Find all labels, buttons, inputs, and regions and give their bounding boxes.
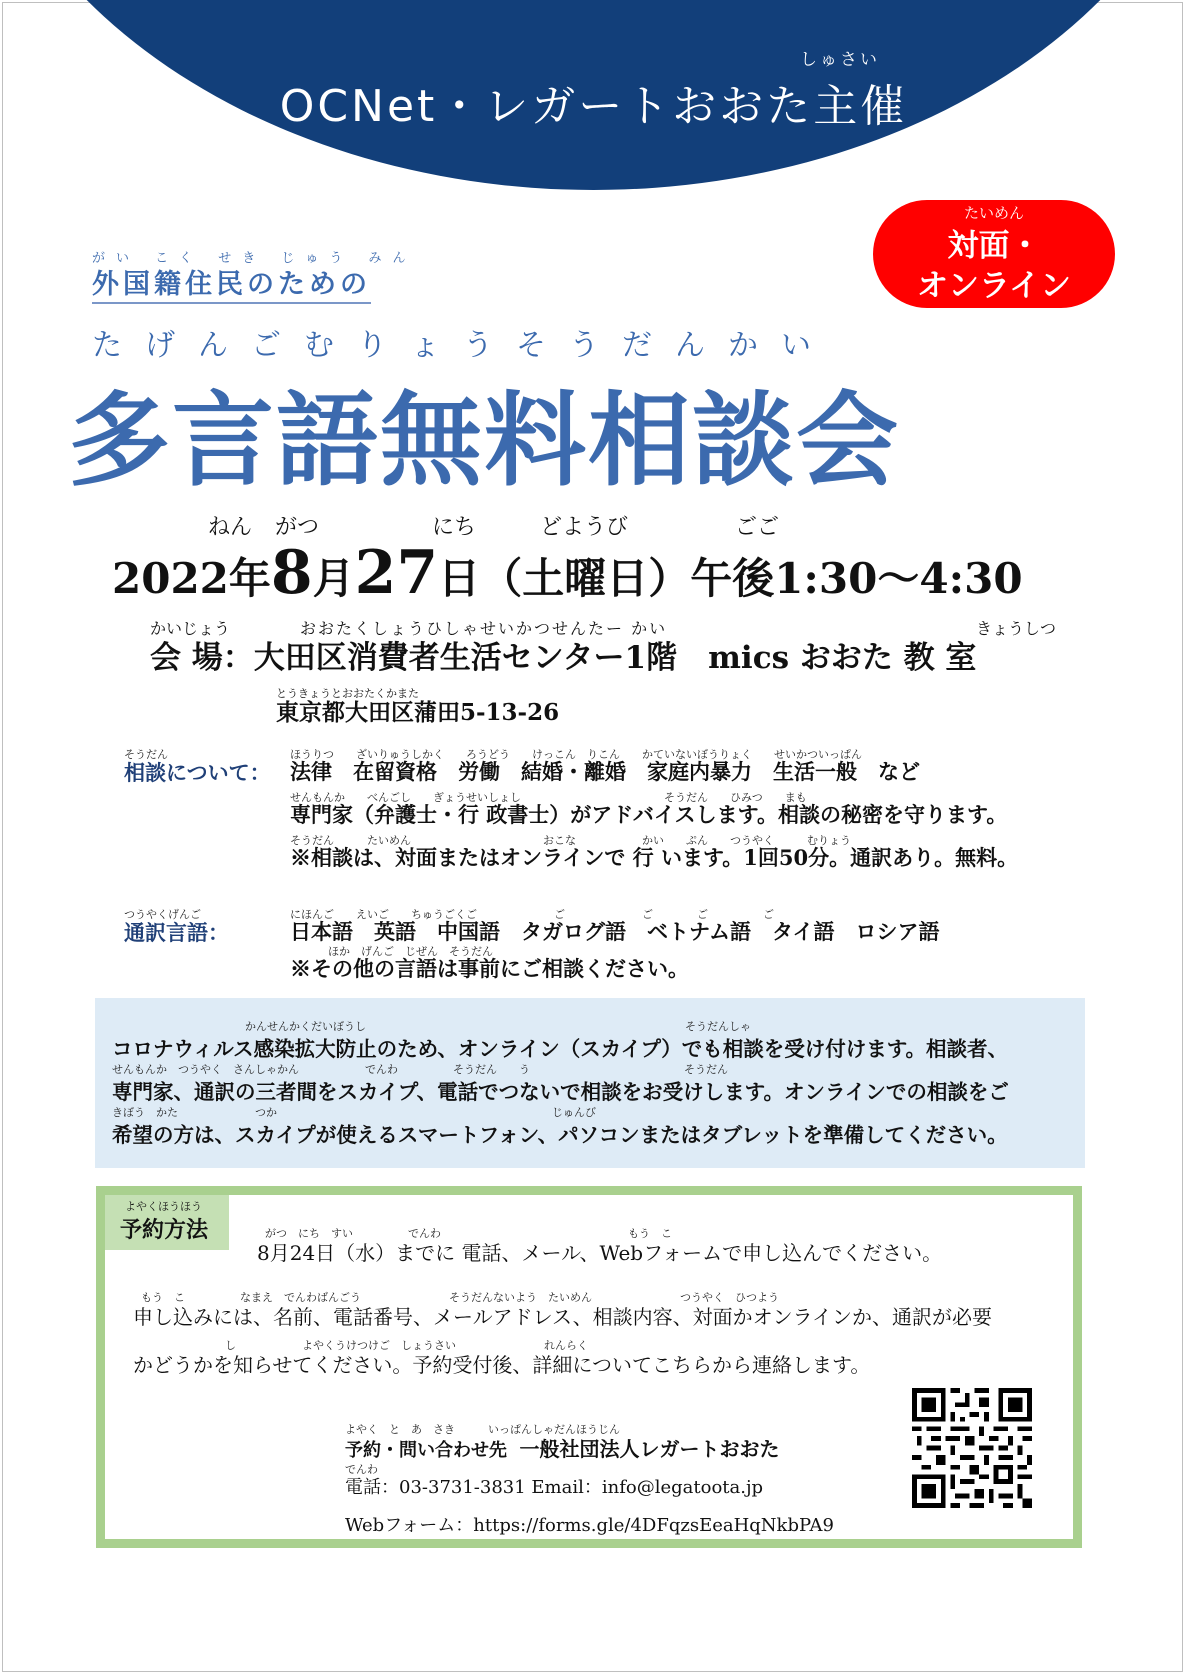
subtitle: 外国籍住民のための	[92, 262, 371, 304]
date-ruby-nen: ねん	[208, 515, 253, 540]
subtitle-ruby: がい こく せき じゅう みん	[92, 251, 417, 266]
date-day: 27	[354, 538, 439, 608]
covid-notice	[95, 998, 1085, 1168]
reserve-line3-ruby: し よやくうけつけご しょうさい れんらく	[225, 1339, 588, 1352]
event-date	[112, 538, 1023, 608]
reservation-label-ruby: よやくほうほう	[125, 1200, 202, 1213]
covid-line2: 専門家、通訳の三者間をスカイプ、電話でつないで相談をお受けします。オンラインでの相談をご	[112, 1080, 1009, 1104]
reserve-line1-ruby: がつ にち すい でんわ もう こ	[265, 1227, 672, 1240]
venue	[150, 632, 976, 677]
date-day-unit: 日	[438, 554, 481, 603]
covid-line3: 希望の方は、スカイプが使えるスマートフォン、パソコンまたはタブレットを準備してください。	[112, 1123, 1008, 1147]
contact-tel-email[interactable]: 電話：03-3731-3831 Email：info@legatoota.jp	[345, 1477, 764, 1498]
covid-line1: コロナウィルス感染拡大防止のため、オンライン（スカイプ）でも相談を受け付けます。相談者、	[112, 1037, 1009, 1061]
languages-label-ruby: つうやくげんご	[124, 908, 201, 921]
page-title: 多言語無料相談会	[68, 382, 900, 501]
address-ruby: とうきょうとおおたくかまた	[276, 687, 419, 700]
contact-tel-ruby: でんわ	[345, 1463, 378, 1476]
consult-note: ※相談は、対面またはオンラインで 行 います。1回50分。通訳あり。無料。	[290, 845, 1019, 870]
reservation-label: 予約方法	[120, 1217, 209, 1243]
consult-label: 相談について：	[124, 760, 271, 785]
languages-label: 通訳言語：	[124, 920, 229, 945]
covid-ruby3: きぼう かた つか じゅんび	[112, 1106, 596, 1119]
reservation-label-box	[105, 1195, 229, 1250]
title-ruby: たげんごむりょうそうだんかい	[92, 328, 834, 363]
date-year: 2022年	[112, 554, 271, 603]
date-time: 午後1:30～4:30	[690, 554, 1023, 603]
consult-line2-ruby: せんもんか べんごし ぎょうせいしょし そうだん ひみつ まも	[290, 791, 807, 804]
venue-ruby-kyoshitsu: きょうしつ	[976, 619, 1057, 638]
contact-ruby: よやく と あ さき いっぱんしゃだんほうじん	[345, 1423, 620, 1436]
header-ruby: しゅさい	[800, 50, 880, 70]
date-month-unit: 月	[312, 554, 355, 603]
qr-code[interactable]	[912, 1388, 1032, 1508]
consult-line1-ruby: ほうりつ ざいりゅうしかく ろうどう けっこん りこん かていないぼうりょく せいかついっぱん	[290, 748, 862, 761]
date-ruby-nichi: にち	[432, 515, 477, 540]
header-title: OCNet・レガートおおた主催	[279, 81, 908, 132]
contact-web-form[interactable]: Webフォーム：https://forms.gle/4DFqzsEeaHqNkbPA9	[345, 1515, 834, 1536]
consult-line3-ruby: そうだん たいめん おこな かい ぷん つうやく むりょう	[290, 834, 851, 847]
venue-name: 大田区消費者生活センター1階 mics おおた 教 室	[253, 640, 977, 676]
languages-line1-ruby: にほんご えいご ちゅうごくご ご ご ご ご	[290, 908, 774, 921]
badge-ruby: たいめん	[963, 204, 1024, 222]
contact-heading	[345, 1433, 780, 1462]
reserve-deadline: 8月24日（水）までに 電話、メール、Webフォームで申し込んでください。	[257, 1241, 943, 1265]
badge-line1: 対面・	[947, 228, 1041, 264]
contact-label: 予約・問い合わせ先	[345, 1440, 507, 1461]
date-ruby-gogo: ごご	[735, 515, 780, 540]
venue-ruby-kaijo: かいじょう	[150, 619, 231, 638]
venue-address: 東京都大田区蒲田5-13-26	[276, 699, 560, 726]
languages-list: 日本語 英語 中国語 タガログ語 ベトナム語 タイ語 ロシア語	[290, 919, 940, 944]
badge-line2: オンライン	[916, 268, 1072, 304]
consult-topics: 法律 在留資格 労働 結婚・離婚 家庭内暴力 生活一般 など	[290, 759, 920, 784]
date-month: 8	[270, 538, 313, 608]
consult-label-ruby: そうだん	[124, 748, 168, 761]
date-ruby-gatsu: がつ	[275, 515, 320, 540]
reserve-line2-ruby: もう こ なまえ でんわばんごう そうだんないよう たいめん つうやく ひつよう	[141, 1291, 779, 1304]
covid-ruby2: せんもんか つうやく さんしゃかん でんわ そうだん う そうだん	[112, 1063, 728, 1076]
consult-experts: 専門家（弁護士・行 政書士）がアドバイスします。相談の秘密を守ります。	[290, 802, 1008, 827]
venue-label: 会 場：	[150, 640, 254, 676]
covid-text	[112, 1028, 1072, 1157]
date-ruby-youbi: どようび	[540, 515, 629, 540]
venue-ruby-center: おおたくしょうひしゃせいかつせんたー かい	[300, 619, 668, 638]
contact-org: 一般社団法人レガートおおた	[519, 1437, 780, 1461]
date-weekday: （土曜日）	[480, 554, 691, 603]
reserve-requirements: 申し込みには、名前、電話番号、メールアドレス、相談内容、対面かオンラインか、通訳が必要	[133, 1305, 992, 1329]
languages-note: ※その他の言語は事前にご相談ください。	[290, 956, 689, 981]
covid-ruby1: かんせんかくだいぼうし そうだんしゃ	[245, 1020, 751, 1033]
reserve-followup: かどうかを知らせてください。予約受付後、詳細についてこちらから連絡します。	[133, 1353, 871, 1377]
languages-line2-ruby: ほか げんご じぜん そうだん	[328, 945, 493, 958]
format-badge	[873, 200, 1115, 308]
